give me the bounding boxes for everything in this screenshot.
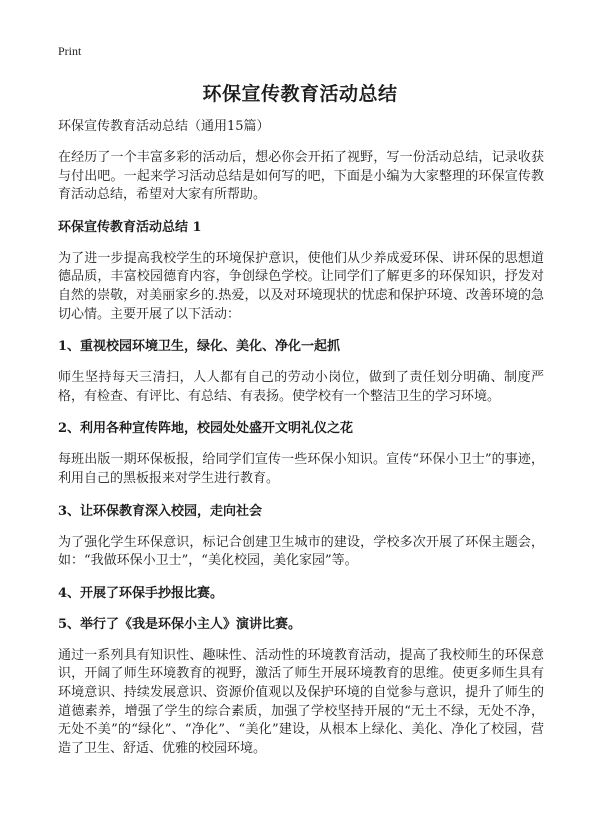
closing-paragraph: 通过一系列具有知识性、趣味性、活动性的环境教育活动，提高了我校师生的环保意识，开阔了师生环境教育的视野，激活了师生开展环境教育的思维。使更多师生具有环境意识、持续发展意识、资源价值观以及保护环境的自觉参与意识，提升了师生的道德素养，增强了学生的综合素质，加强了学校坚持开展的“无土不绿，无处不净，无处不美”的“绿化”、“净化”、“美化”建设，从根本上绿化、美化、净化了校园，营造了卫生、舒适、优雅的校园环境。 xyxy=(58,647,544,756)
item-heading-3: 3、让环保教育深入校园，走向社会 xyxy=(58,503,263,519)
item-paragraph-1: 师生坚持每天三清扫，人人都有自己的劳动小岗位，做到了责任划分明确、制度严格，有检查、有评比、有总结、有表扬。使学校有一个整洁卫生的学习环境。 xyxy=(58,370,544,404)
item-heading-5: 5、举行了《我是环保小主人》演讲比赛。 xyxy=(58,616,302,632)
section-heading: 环保宣传教育活动总结 1 xyxy=(58,219,202,235)
item-paragraph-2: 每班出版一期环保板报，给同学们宣传一些环保小知识。宣传“环保小卫士”的事迹，利用自己的黑板报来对学生进行教育。 xyxy=(58,452,544,486)
item-heading-1: 1、重视校园环境卫生，绿化、美化、净化一起抓 xyxy=(58,339,341,355)
section-paragraph: 为了进一步提高我校学生的环境保护意识，使他们从少养成爱环保、讲环保的思想道德品质，丰富校园德育内容，争创绿色学校。让同学们了解更多的环保知识，抒发对自然的崇敬，对美丽家乡的.热爱，以及对环境现状的忧虑和保护环境、改善环境的急切心情。主要开展了以下活动： xyxy=(58,250,544,322)
document-subtitle: 环保宣传教育活动总结（通用15篇） xyxy=(58,119,270,134)
print-link[interactable]: Print xyxy=(58,44,82,58)
item-heading-2: 2、利用各种宣传阵地，校园处处盛开文明礼仪之花 xyxy=(58,421,354,437)
document-body xyxy=(58,118,544,772)
item-paragraph-3: 为了强化学生环保意识，标记合创建卫生城市的建设，学校多次开展了环保主题会，如：“我做环保小卫士”，“美化校园，美化家园”等。 xyxy=(58,534,544,569)
page-title: 环保宣传教育活动总结 xyxy=(202,83,398,105)
item-heading-4: 4、开展了环保手抄报比赛。 xyxy=(58,585,224,601)
intro-paragraph: 在经历了一个丰富多彩的活动后，想必你会开拓了视野，写一份活动总结，记录收获与付出吧。一起来学习活动总结是如何写的吧，下面是小编为大家整理的环保宣传教育活动总结，希望对大家有所帮助。 xyxy=(58,150,544,203)
